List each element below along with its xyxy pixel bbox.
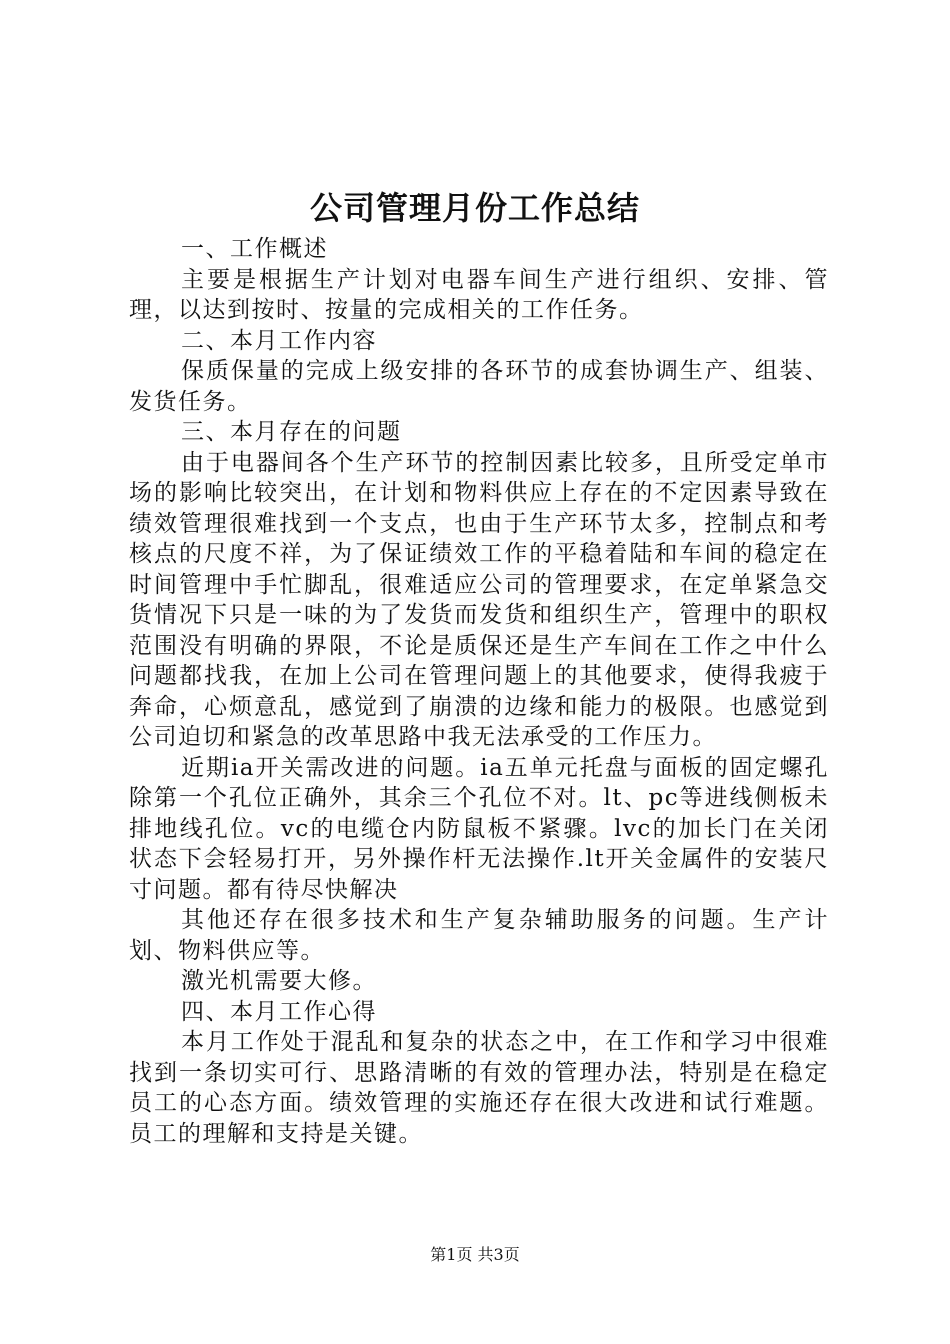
paragraph-other-issues: 其他还存在很多技术和生产复杂辅助服务的问题。生产计划、物料供应等。	[129, 907, 829, 964]
document-body	[129, 234, 829, 1149]
section-heading-problems: 三、本月存在的问题	[181, 419, 402, 445]
paragraph-laser-machine: 激光机需要大修。	[181, 968, 377, 994]
section-heading-overview: 一、工作概述	[181, 236, 328, 262]
page-number-footer: 第1页 共3页	[430, 1245, 520, 1264]
paragraph-work-content: 保质保量的完成上级安排的各环节的成套协调生产、组装、发货任务。	[129, 358, 829, 415]
paragraph-overview: 主要是根据生产计划对电器车间生产进行组织、安排、管理，以达到按时、按量的完成相关的工作任务。	[129, 266, 829, 323]
paragraph-problems: 由于电器间各个生产环节的控制因素比较多，且所受定单市场的影响比较突出，在计划和物料供应上存在的不定因素导致在绩效管理很难找到一个支点，也由于生产环节太多，控制点和考核点的尺度不祥，为了保证绩效工作的平稳着陆和车间的稳定在时间管理中手忙脚乱，很难适应公司的管理要求，在定单紧急交货情况下只是一味的为了发货而发货和组织生产，管理中的职权范围没有明确的界限，不论是质保还是生产车间在工作之中什么问题都找我，在加上公司在管理问题上的其他要求，使得我疲于奔命，心烦意乱，感觉到了崩溃的边缘和能力的极限。也感觉到公司迫切和紧急的改革思路中我无法承受的工作压力。	[129, 449, 829, 750]
document-title: 公司管理月份工作总结	[309, 189, 640, 227]
section-heading-insights: 四、本月工作心得	[181, 998, 377, 1025]
section-heading-work-content: 二、本月工作内容	[181, 327, 377, 354]
paragraph-switch-issues: 近期ia开关需改进的问题。ia五单元托盘与面板的固定螺孔除第一个孔位正确外，其余三个孔位不对。lt、pc等进线侧板未排地线孔位。vc的电缆仓内防鼠板不紧骤。lvc的加长门在关闭状态下会轻易打开，另外操作杆无法操作.lt开关金属件的安装尺寸问题。都有待尽快解决	[129, 754, 829, 903]
paragraph-insights: 本月工作处于混乱和复杂的状态之中，在工作和学习中很难找到一条切实可行、思路清晰的有效的管理办法，特别是在稳定员工的心态方面。绩效管理的实施还存在很大改进和试行难题。员工的理解和支持是关键。	[129, 1029, 829, 1147]
